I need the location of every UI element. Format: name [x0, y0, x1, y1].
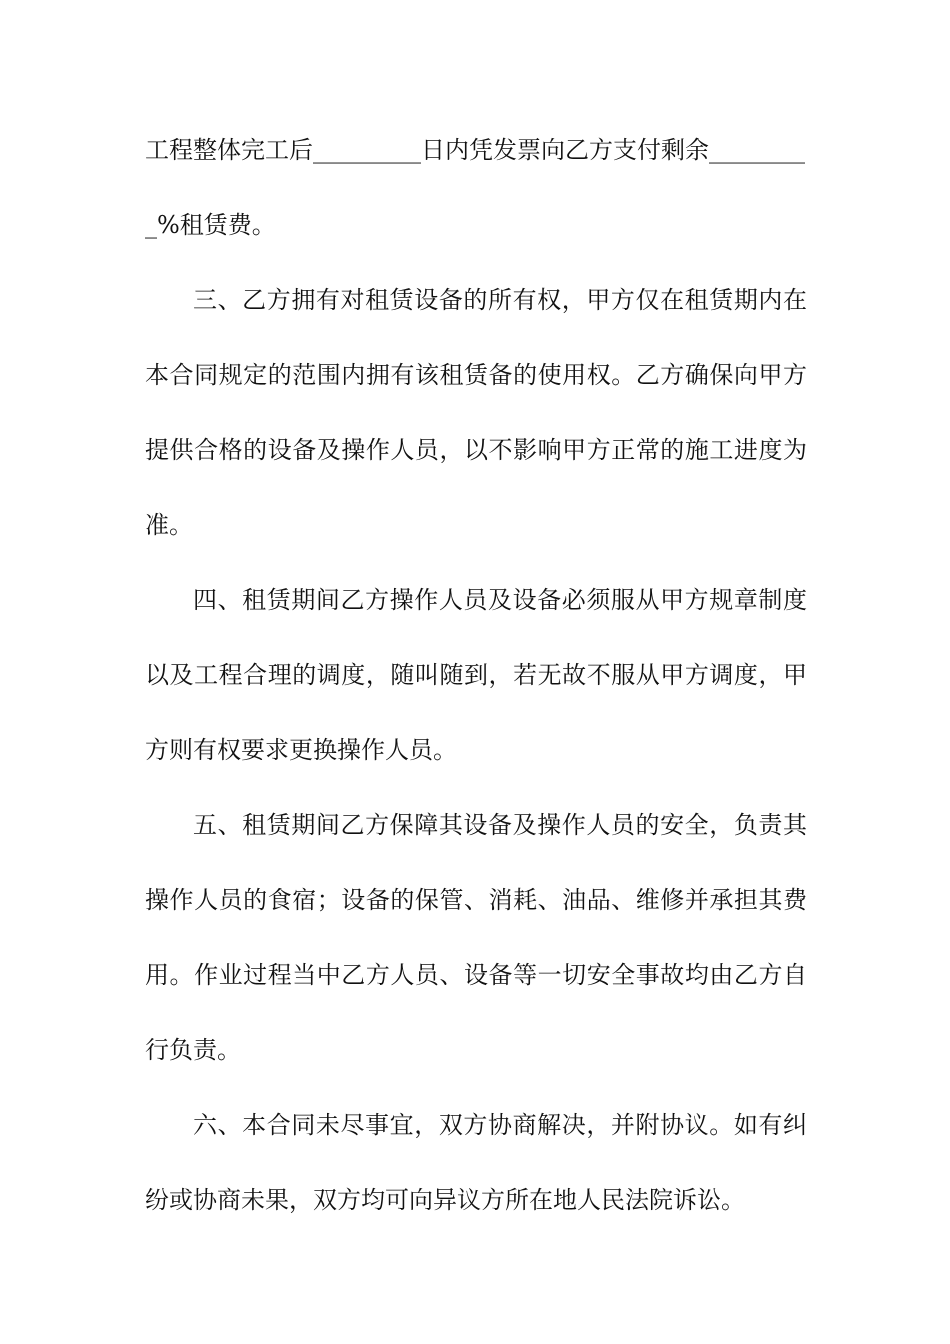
- paragraph-clause-6: 六、本合同未尽事宜，双方协商解决，并附协议。如有纠纷或协商未果，双方均可向异议方所在地人民法院诉讼。: [145, 1111, 807, 1214]
- document-body: [145, 113, 807, 1238]
- paragraph-clause-5: 五、租赁期间乙方保障其设备及操作人员的安全，负责其操作人员的食宿；设备的保管、消耗、油品、维修并承担其费用。作业过程当中乙方人员、设备等一切安全事故均由乙方自行负责。: [145, 811, 807, 1064]
- paragraph-payment-terms: 工程整体完工后_________日内凭发票向乙方支付剩余________ _%租赁费。: [145, 136, 805, 239]
- paragraph-clause-3: 三、乙方拥有对租赁设备的所有权，甲方仅在租赁期内在本合同规定的范围内拥有该租赁备的使用权。乙方确保向甲方提供合格的设备及操作人员，以不影响甲方正常的施工进度为准。: [145, 286, 807, 539]
- paragraph-clause-4: 四、租赁期间乙方操作人员及设备必须服从甲方规章制度以及工程合理的调度，随叫随到，若无故不服从甲方调度，甲方则有权要求更换操作人员。: [145, 586, 807, 764]
